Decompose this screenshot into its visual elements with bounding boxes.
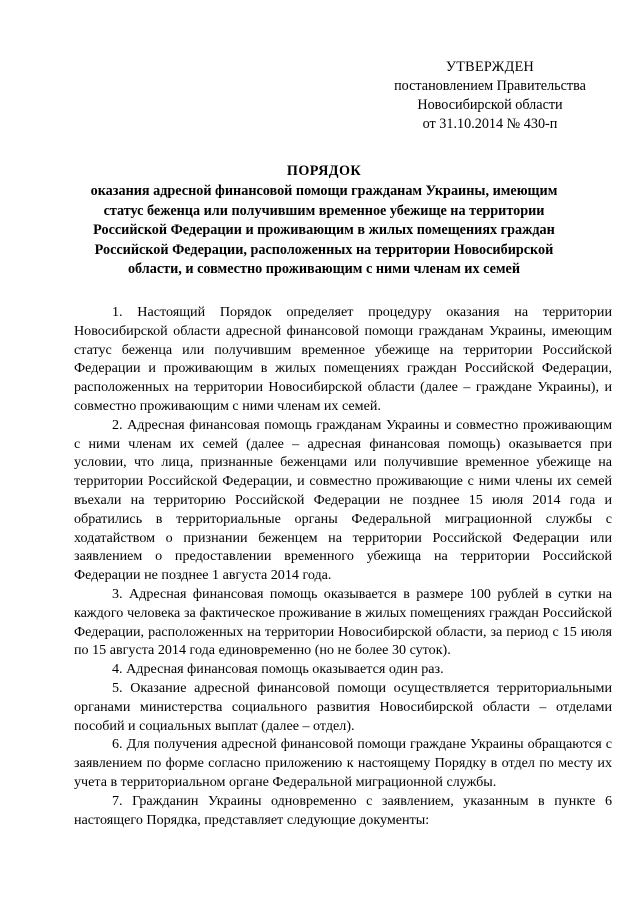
- document-body: [74, 303, 612, 829]
- paragraph-5: 5. Оказание адресной финансовой помощи осуществляется территориальными органами министерства социального развития Новосибирской области – отделами пособий и социальных выплат (далее – отдел).: [74, 679, 612, 734]
- approval-region-line: Новосибирской области: [417, 97, 563, 113]
- paragraph-3: 3. Адресная финансовая помощь оказывается в размере 100 рублей в сутки на каждого человека за фактическое проживание в жилых помещениях граждан Российской Федерации, расположенных на территории Новосибирской области, за период с 15 июля по 15 августа 2014 года единовременно (но не более 30 суток).: [74, 585, 612, 659]
- approved-label: УТВЕРЖДЕН: [445, 59, 535, 75]
- paragraph-7: 7. Гражданин Украины одновременно с заявлением, указанным в пункте 6 настоящего Порядка, представляет следующие документы:: [74, 792, 612, 828]
- paragraph-2: 2. Адресная финансовая помощь гражданам Украины и совместно проживающим с ними членам их семей (далее – адресная финансовая помощь) оказывается при условии, что лица, признанные беженцами или получившие временное убежище на территории Российской Федерации, и совместно проживающие с ними члены их семей въехали на территорию Российской Федерации не позднее 15 июля 2014 года и обратились в территориальные органы Федеральной миграционной службы с ходатайством о признании беженцем на территории Российской Федерации или заявлением о предоставлении временного убежища на территории Российской Федерации не позднее 1 августа 2014 года.: [74, 416, 612, 584]
- paragraph-1: 1. Настоящий Порядок определяет процедуру оказания на территории Новосибирской области адресной финансовой помощи гражданам Украины, имеющим статус беженца или получившим временное убежище на территории Российской Федерации и проживающим в жилых помещениях граждан Российской Федерации, расположенных на территории Новосибирской области (далее – граждане Украины), и совместно проживающим с ними членам их семей.: [74, 304, 612, 414]
- approval-stamp: [380, 58, 600, 134]
- approval-date-number: от 31.10.2014 № 430-п: [422, 116, 558, 132]
- document-subtitle: оказания адресной финансовой помощи гражданам Украины, имеющим статус беженца или получившим временное убежище на территории Российской Федерации и проживающим в жилых помещениях граждан Российской Федерации, расположенных на территории Новосибирской области, и совместно проживающим с ними членам их семей: [90, 183, 558, 278]
- document-title-block: [74, 162, 574, 279]
- document-heading: ПОРЯДОК: [286, 163, 362, 179]
- approval-decree-line: постановлением Правительства: [394, 78, 586, 94]
- paragraph-4: 4. Адресная финансовая помощь оказывается один раз.: [112, 661, 444, 678]
- paragraph-6: 6. Для получения адресной финансовой помощи граждане Украины обращаются с заявлением по форме согласно приложению к настоящему Порядку в отдел по месту их учета в территориальном органе Федеральной миграционной службы.: [74, 736, 612, 790]
